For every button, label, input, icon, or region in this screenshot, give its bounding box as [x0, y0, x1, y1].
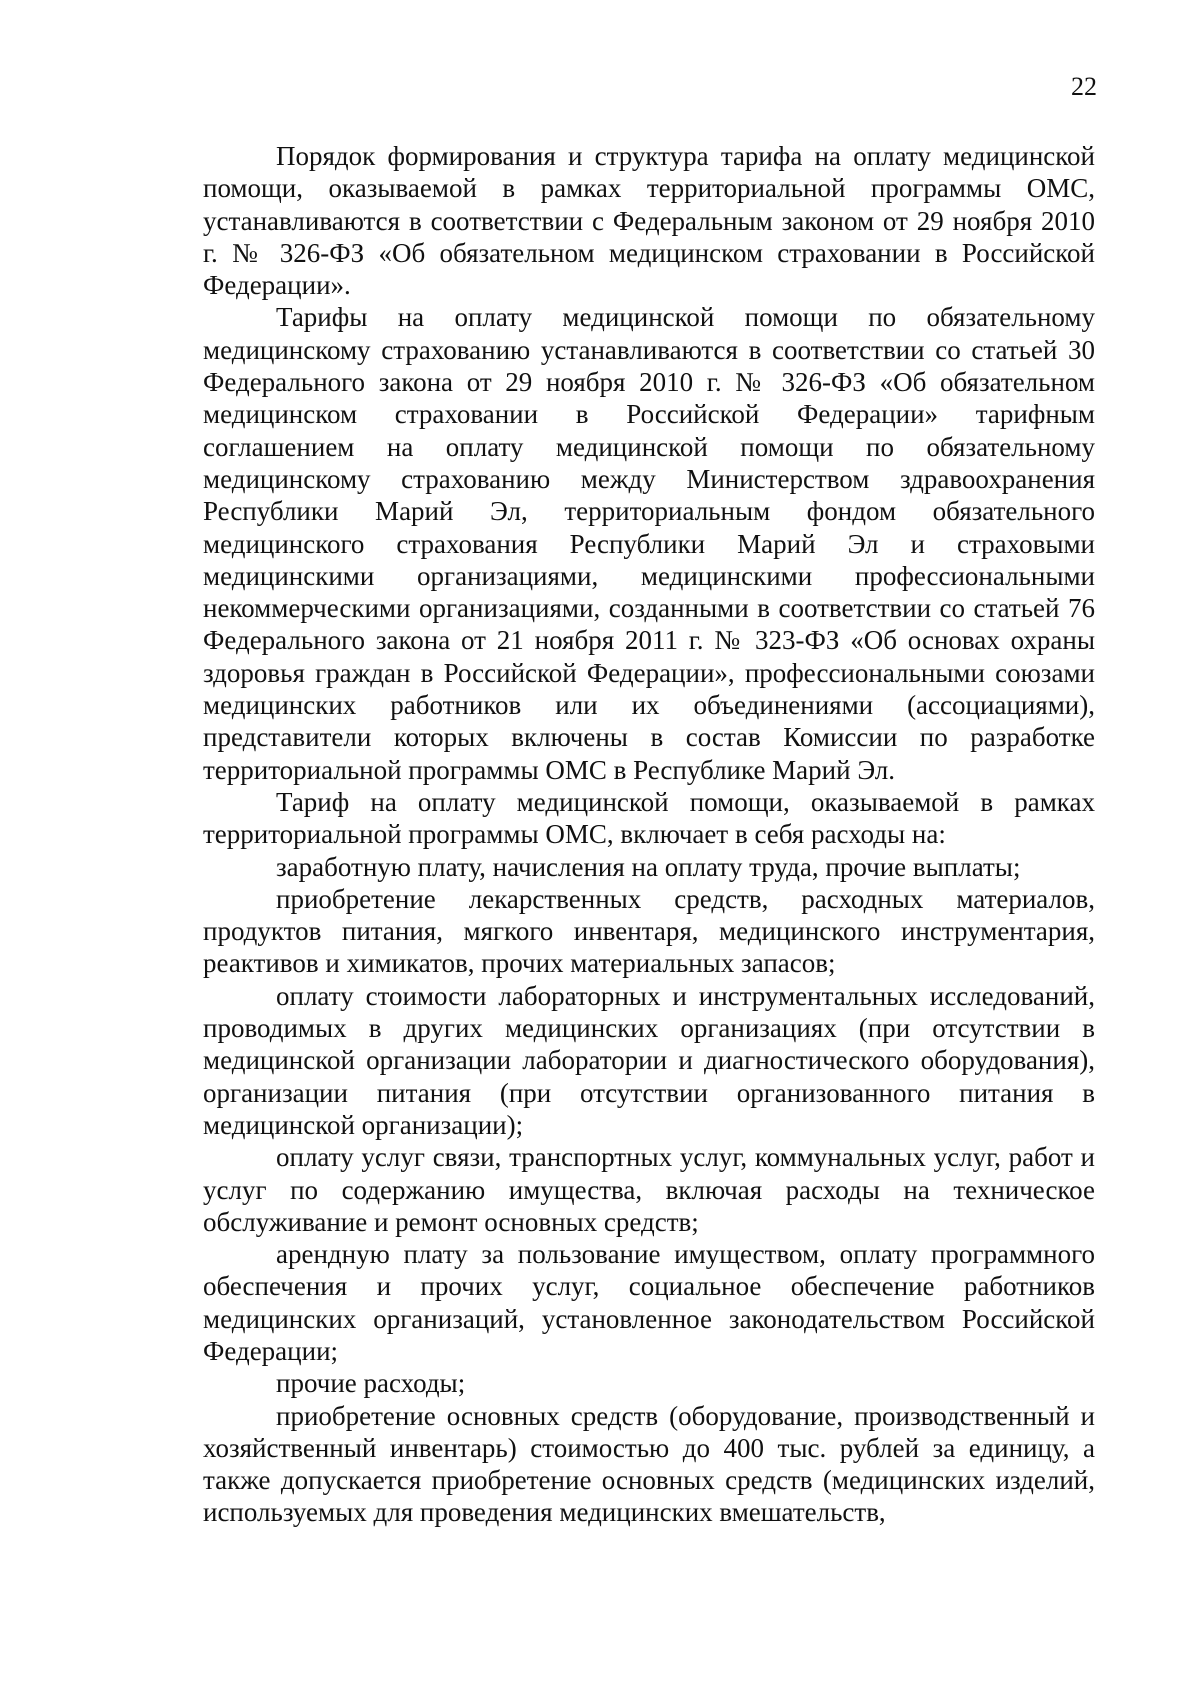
list-item-medicines: приобретение лекарственных средств, расходных материалов, продуктов питания, мягкого инвентаря, медицинского инструментария, реактивов и химикатов, прочих материальных запасов; — [203, 883, 1095, 979]
paragraph-tariff-agreement: Тарифы на оплату медицинской помощи по обязательному медицинскому страхованию устанавливаются в соответствии со статьей 30 Федерального закона от 29 ноября 2010 г. № 326-ФЗ «Об обязательном медицинском страховании в Российской Федерации» тарифным соглашением на оплату медицинской помощи по обязательному медицинскому страхованию между Министерством здравоохранения Республики Марий Эл, территориальным фондом обязательного медицинского страхования Республики Марий Эл и страховыми медицинскими организациями, медицинскими профессиональными некоммерческими организациями, созданными в соответствии со статьей 76 Федерального закона от 21 ноября 2011 г. № 323-ФЗ «Об основах охраны здоровья граждан в Российской Федерации», профессиональными союзами медицинских работников или их объединениями (ассоциациями), представители которых включены в состав Комиссии по разработке территориальной программы ОМС в Республике Марий Эл. — [203, 302, 1095, 785]
list-item-salary: заработную плату, начисления на оплату труда, прочие выплаты; — [276, 851, 1021, 882]
paragraph-expenses-intro: Тариф на оплату медицинской помощи, оказываемой в рамках территориальной программы ОМС, включает в себя расходы на: — [203, 786, 1095, 850]
list-item-fixed-assets: приобретение основных средств (оборудование, производственный и хозяйственный инвентарь) стоимостью до 400 тыс. рублей за единицу, а также допускается приобретение основных средств (медицинских изделий, используемых для проведения медицинских вмешательств, — [203, 1400, 1095, 1528]
document-body — [203, 140, 1095, 1529]
list-item-rent: арендную плату за пользование имуществом, оплату программного обеспечения и прочих услуг, социальное обеспечение работников медицинских организаций, установленное законодательством Российской Федерации; — [203, 1239, 1095, 1366]
paragraph-tariff-structure: Порядок формирования и структура тарифа на оплату медицинской помощи, оказываемой в рамках территориальной программы ОМС, устанавливаются в соответствии с Федеральным законом от 29 ноября 2010 г. № 326-ФЗ «Об обязательном медицинском страховании в Российской Федерации». — [203, 141, 1095, 301]
list-item-services: оплату услуг связи, транспортных услуг, коммунальных услуг, работ и услуг по содержанию имущества, включая расходы на техническое обслуживание и ремонт основных средств; — [203, 1142, 1095, 1237]
list-item-lab-research: оплату стоимости лабораторных и инструментальных исследований, проводимых в других медицинских организациях (при отсутствии в медицинской организации лаборатории и диагностического оборудования), организации питания (при отсутствии организованного питания в медицинской организации); — [203, 980, 1095, 1140]
page-number: 22 — [1071, 72, 1097, 101]
list-item-other: прочие расходы; — [276, 1368, 466, 1399]
